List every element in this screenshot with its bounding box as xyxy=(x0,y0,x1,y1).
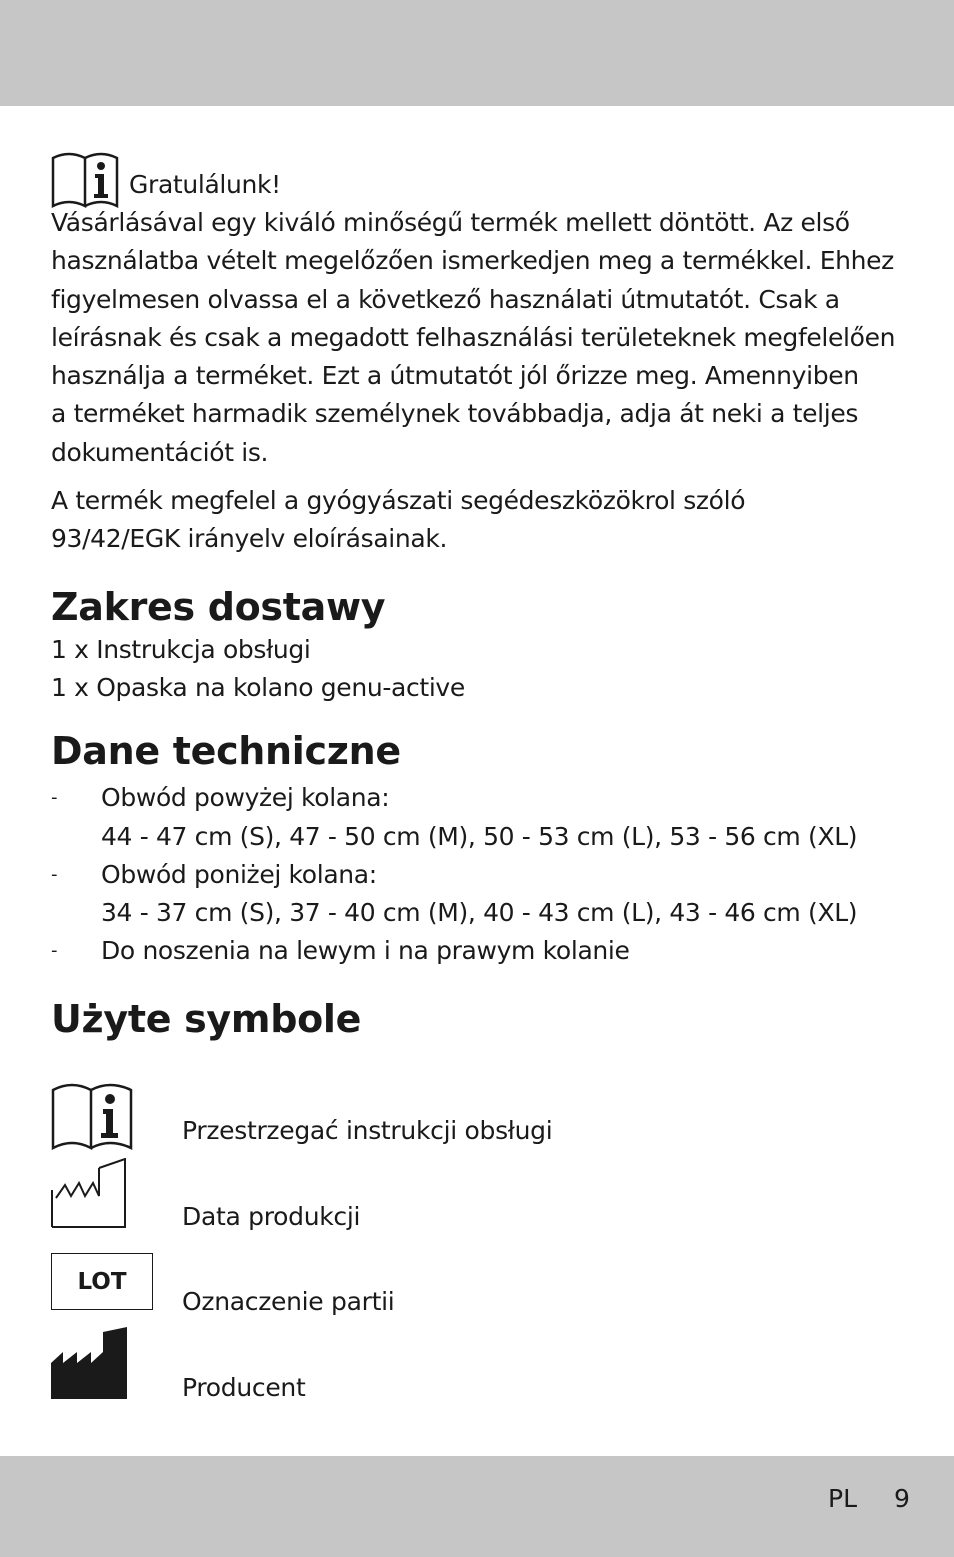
symbol-label: Oznaczenie partii xyxy=(182,1287,395,1316)
symbols-heading: Użyte symbole xyxy=(51,996,362,1041)
footer-language: PL xyxy=(828,1484,858,1513)
bullet-mark: - xyxy=(51,940,58,962)
compliance-line: A termék megfelel a gyógyászati segédeszközökrol szóló xyxy=(51,486,746,516)
symbol-label: Data produkcji xyxy=(182,1202,361,1231)
delivery-item: 1 x Opaska na kolano genu-active xyxy=(51,672,465,702)
intro-greeting: Gratulálunk! xyxy=(129,169,281,199)
info-book-icon xyxy=(51,1082,133,1150)
symbol-label: Producent xyxy=(182,1373,306,1402)
intro-line: a terméket harmadik személynek továbbadja, adja át neki a teljes xyxy=(51,399,859,429)
page-number: 9 xyxy=(894,1484,910,1513)
technical-item-sizes: 44 - 47 cm (S), 47 - 50 cm (M), 50 - 53 cm (L), 53 - 56 cm (XL) xyxy=(101,821,858,851)
intro-line: leírásnak és csak a megadott felhasználási területeknek megfelelően xyxy=(51,322,896,352)
intro-line: használja a terméket. Ezt a útmutatót jól őrizze meg. Amennyiben xyxy=(51,361,859,391)
bullet-mark: - xyxy=(51,863,58,885)
technical-item xyxy=(51,779,911,817)
intro-line: használatba vételt megelőzően ismerkedjen meg a termékkel. Ehhez xyxy=(51,246,894,276)
symbol-label: Przestrzegać instrukcji obsługi xyxy=(182,1116,553,1145)
delivery-item: 1 x Instrukcja obsługi xyxy=(51,634,311,664)
technical-item-values xyxy=(51,818,911,856)
compliance-line: 93/42/EGK irányelv eloírásainak. xyxy=(51,524,448,554)
technical-item xyxy=(51,932,911,970)
info-book-icon xyxy=(51,152,121,208)
manufacturer-icon xyxy=(51,1327,127,1399)
header-band xyxy=(0,0,954,106)
lot-icon-text: LOT xyxy=(77,1268,127,1295)
footer-band xyxy=(0,1456,954,1557)
technical-item-sizes: 34 - 37 cm (S), 37 - 40 cm (M), 40 - 43 cm (L), 43 - 46 cm (XL) xyxy=(101,898,858,928)
technical-item-label: Obwód poniżej kolana: xyxy=(101,859,377,889)
manufacture-date-icon xyxy=(51,1158,127,1228)
lot-icon xyxy=(51,1253,153,1310)
technical-item-values xyxy=(51,894,911,932)
page-content xyxy=(51,148,911,1041)
intro-line: Vásárlásával egy kiváló minőségű termék mellett döntött. Az első xyxy=(51,208,850,237)
bullet-mark: - xyxy=(51,787,58,809)
intro-greeting-row xyxy=(51,148,911,204)
intro-line: figyelmesen olvassa el a következő használati útmutatót. Csak a xyxy=(51,284,840,314)
delivery-heading: Zakres dostawy xyxy=(51,584,386,629)
intro-line: dokumentációt is. xyxy=(51,437,269,467)
technical-item-label: Do noszenia na lewym i na prawym kolanie xyxy=(101,936,630,966)
technical-item xyxy=(51,856,911,894)
technical-item-label: Obwód powyżej kolana: xyxy=(101,783,390,813)
technical-heading: Dane techniczne xyxy=(51,729,401,774)
